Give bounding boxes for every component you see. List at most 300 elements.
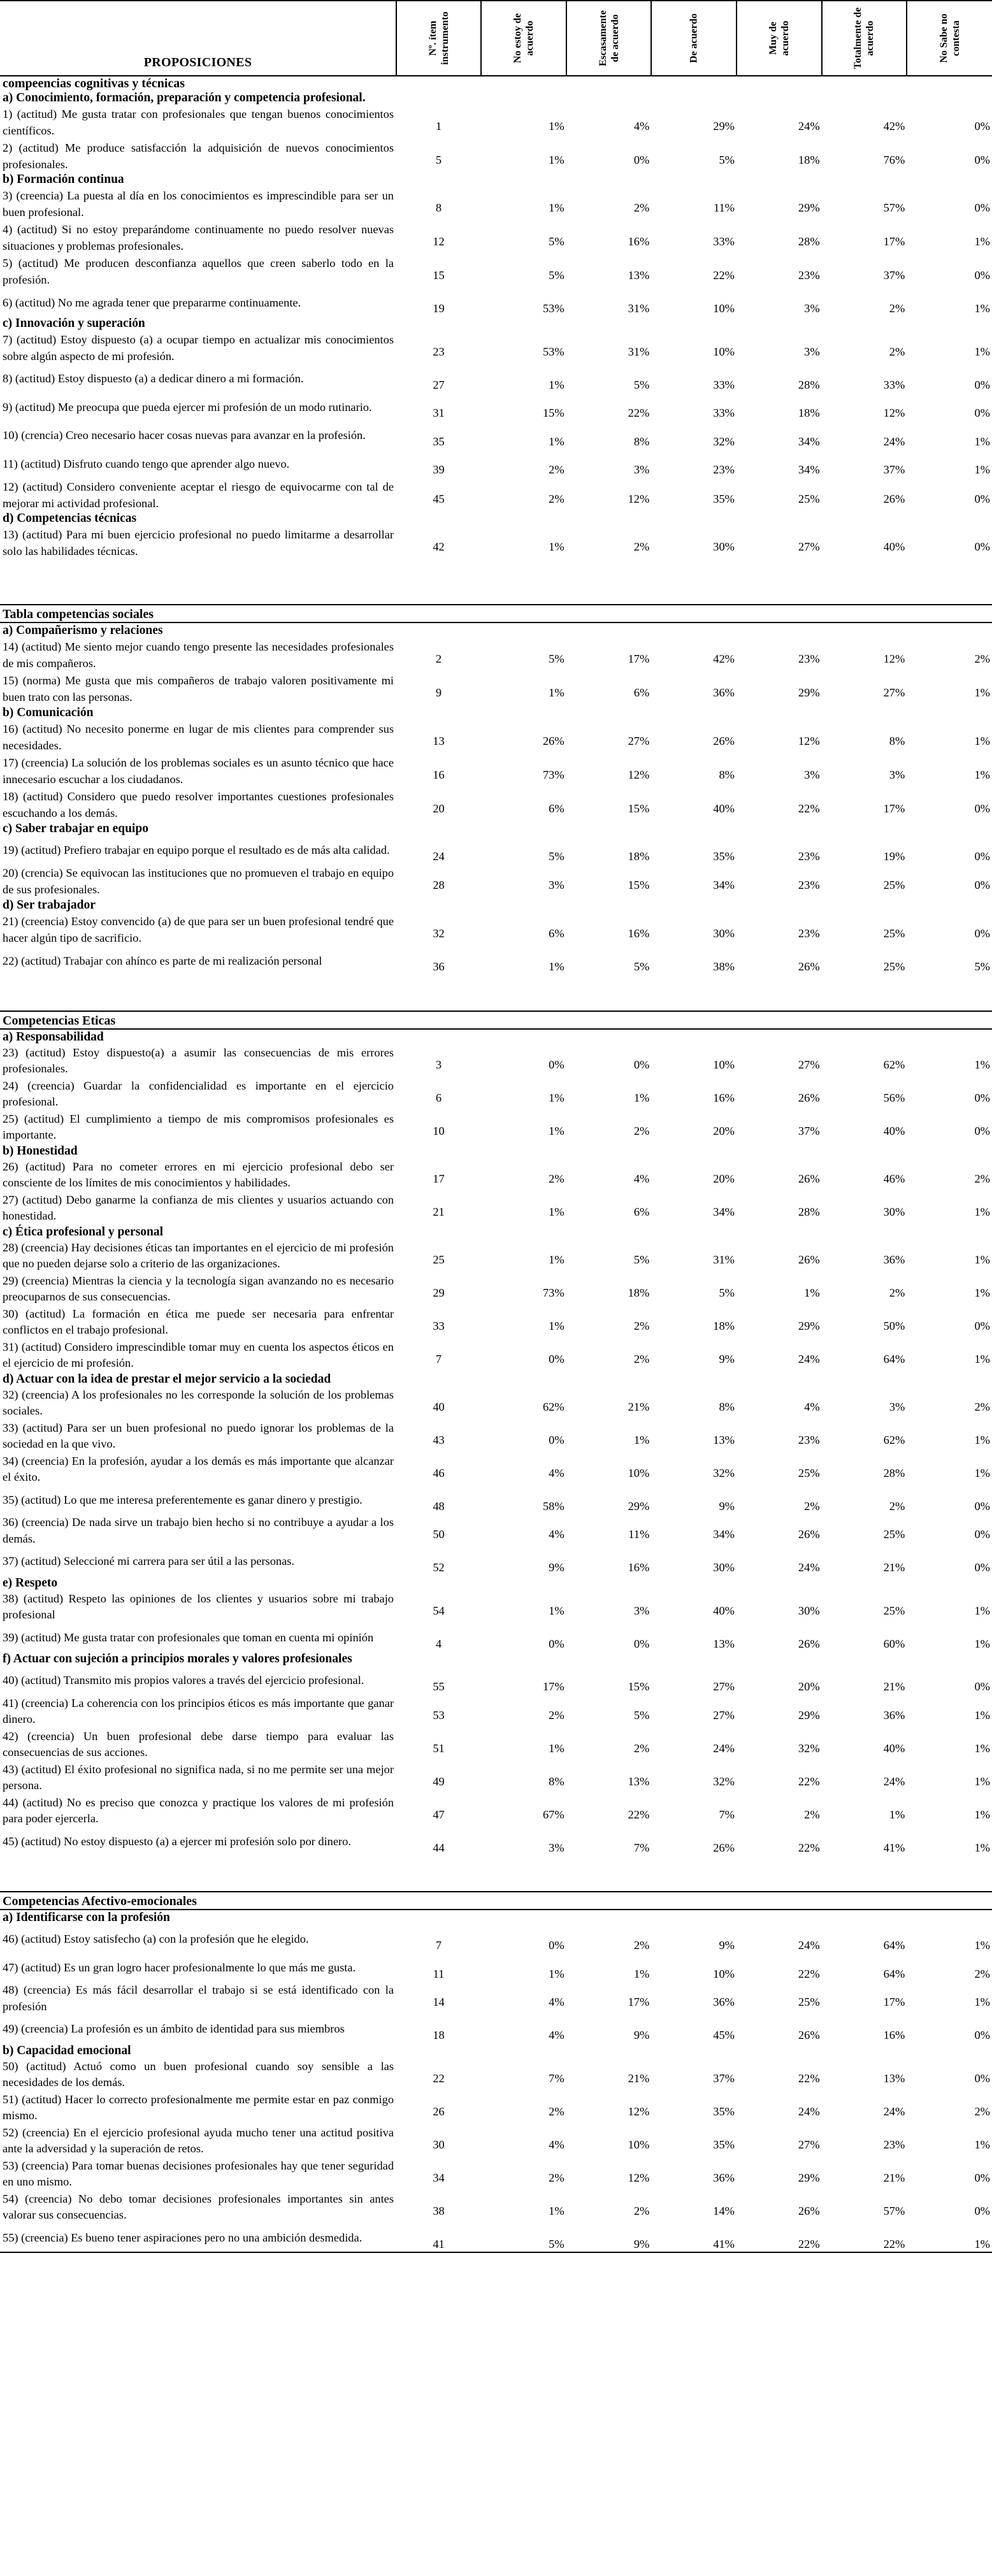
- percentage-cell: 32%: [713, 1774, 735, 1788]
- percentage-cell: 9%: [566, 2224, 652, 2253]
- proposition-text: 26) (actitud) Para no cometer errores en mi ejercicio profesional debo ser consciente de los límites de mis conocimientos y habilidades.: [3, 1160, 394, 1189]
- percentage-cell: 35%: [713, 849, 735, 863]
- percentage-cell: 20%: [713, 1172, 735, 1185]
- proposition-text: 34) (creencia) En la profesión, ayudar a los demás es más importante que alcanzar el éxito.: [3, 1454, 394, 1483]
- percentage-cell: 26%: [713, 1841, 735, 1854]
- proposition-text: 39) (actitud) Me gusta tratar con profesionales que toman en cuenta mi opinión: [3, 1630, 374, 1644]
- percentage-cell: 1%: [974, 1708, 990, 1722]
- item-number: 17: [433, 1172, 445, 1185]
- percentage-cell: 3%: [549, 1841, 564, 1854]
- item-number: 30: [433, 2138, 445, 2151]
- table-row: [0, 1386, 992, 1420]
- percentage-cell: 1%: [974, 302, 990, 315]
- percentage-cell: 35%: [713, 2105, 735, 2118]
- table-row: [0, 1339, 992, 1372]
- percentage-cell: 18%: [628, 849, 650, 863]
- percentage-cell: 1%: [974, 1939, 990, 1952]
- item-number: 49: [433, 1774, 445, 1788]
- subsection-title-row: [0, 91, 992, 105]
- table-row: [0, 254, 992, 288]
- percentage-cell: 18%: [798, 154, 820, 166]
- percentage-cell: 33%: [883, 378, 905, 391]
- percentage-cell: 28%: [798, 378, 820, 391]
- item-number: 46: [433, 1466, 445, 1479]
- percentage-cell: 1%: [549, 120, 564, 133]
- percentage-cell: 58%: [542, 1499, 564, 1513]
- table-row: [0, 1925, 992, 1954]
- table-row: [0, 1794, 992, 1827]
- percentage-cell: 32%: [713, 435, 735, 448]
- percentage-cell: 22%: [798, 1774, 820, 1788]
- subsection-title-row: [0, 1576, 992, 1590]
- percentage-cell: 34%: [798, 463, 820, 476]
- percentage-cell: 0%: [974, 154, 990, 166]
- percentage-cell: 0%: [974, 1124, 990, 1137]
- percentage-cell: 13%: [883, 2071, 905, 2085]
- percentage-cell: 73%: [542, 768, 564, 781]
- percentage-cell: 0%: [633, 154, 650, 166]
- percentage-cell: 10%: [713, 1058, 735, 1071]
- percentage-cell: 73%: [542, 1286, 564, 1299]
- percentage-cell: 26%: [798, 1253, 820, 1266]
- percentage-cell: 4%: [633, 1172, 650, 1185]
- percentage-cell: 1%: [974, 1808, 990, 1821]
- item-number: 10: [433, 1124, 445, 1137]
- item-number: 20: [433, 802, 445, 815]
- proposition-text: 51) (actitud) Hacer lo correcto profesionalmente me permite estar en paz conmigo mismo.: [3, 2092, 394, 2122]
- percentage-cell: 0%: [974, 879, 990, 891]
- table-body: [0, 76, 992, 2252]
- header-proposiciones: PROPOSICIONES: [0, 1, 396, 76]
- percentage-cell: 2%: [549, 1708, 564, 1722]
- proposition-text: 15) (norma) Me gusta que mis compañeros de trabajo valoren positivamente mi buen trato con las personas.: [3, 673, 394, 703]
- percentage-cell: 1%: [549, 1604, 564, 1617]
- proposition-text: 40) (actitud) Transmito mis propios valores a través del ejercicio profesional.: [3, 1674, 364, 1687]
- item-number: 29: [433, 1286, 445, 1299]
- proposition-text: 44) (actitud) No es preciso que conozca y practique los valores de mi profesión para poder ejercerla.: [3, 1795, 394, 1825]
- section-spacer: [0, 1855, 992, 1892]
- table-row: [0, 187, 992, 220]
- percentage-cell: 1%: [804, 1286, 820, 1299]
- percentage-cell: 30%: [883, 1205, 905, 1218]
- percentage-cell: 22%: [713, 269, 735, 282]
- percentage-cell: 67%: [542, 1808, 564, 1821]
- percentage-cell: 6%: [633, 1205, 650, 1218]
- item-number: 42: [433, 540, 445, 553]
- percentage-cell: 8%: [719, 768, 735, 781]
- percentage-cell: 1%: [974, 1741, 990, 1755]
- subsection-title: b) Honestidad: [3, 1144, 78, 1158]
- proposition-text: 27) (actitud) Debo ganarme la confianza de mis clientes y usuarios actuando con honestidad.: [3, 1193, 394, 1222]
- table-row: [0, 1306, 992, 1339]
- percentage-cell: 31%: [713, 1253, 735, 1266]
- percentage-cell: 8%: [719, 1400, 735, 1413]
- percentage-cell: 33%: [713, 235, 735, 248]
- header-col-2: Escasamente de acuerdo: [566, 1, 652, 76]
- subsection-title-row: [0, 512, 992, 526]
- percentage-cell: 22%: [798, 1967, 820, 1980]
- proposition-text: 50) (actitud) Actuó como un buen profesional cuando soy sensible a las necesidades de los demás.: [3, 2059, 394, 2089]
- percentage-cell: 14%: [713, 2204, 735, 2217]
- item-number: 34: [433, 2171, 445, 2184]
- percentage-cell: 28%: [883, 1466, 905, 1479]
- percentage-cell: 32%: [713, 1466, 735, 1479]
- percentage-cell: 62%: [883, 1058, 905, 1071]
- item-number: 3: [435, 1058, 442, 1071]
- percentage-cell: 1%: [974, 1205, 990, 1218]
- percentage-cell: 0%: [549, 1939, 564, 1952]
- percentage-cell: 6%: [549, 802, 564, 815]
- percentage-cell: 1%: [974, 1433, 990, 1446]
- percentage-cell: 9%: [719, 1352, 735, 1365]
- percentage-cell: 33%: [713, 378, 735, 391]
- percentage-cell: 31%: [628, 345, 650, 358]
- percentage-cell: 42%: [713, 652, 735, 665]
- percentage-cell: 0%: [974, 407, 990, 419]
- percentage-cell: 27%: [883, 686, 905, 699]
- percentage-cell: 16%: [628, 927, 650, 940]
- section-title: Competencias Afectivo-emocionales: [0, 1892, 992, 1910]
- percentage-cell: 16%: [628, 1561, 650, 1574]
- percentage-cell: 0%: [974, 2171, 990, 2184]
- proposition-text: 6) (actitud) No me agrada tener que prepararme continuamente.: [3, 296, 301, 309]
- percentage-cell: 26%: [798, 960, 820, 973]
- percentage-cell: 1%: [974, 1774, 990, 1788]
- percentage-cell: 12%: [628, 768, 650, 781]
- percentage-cell: 1%: [974, 463, 990, 476]
- percentage-cell: 29%: [798, 2171, 820, 2184]
- percentage-cell: 41%: [651, 2224, 737, 2253]
- percentage-cell: 62%: [542, 1400, 564, 1413]
- percentage-cell: 29%: [798, 201, 820, 214]
- item-number: 35: [433, 435, 445, 448]
- percentage-cell: 34%: [798, 435, 820, 448]
- percentage-cell: 25%: [883, 1604, 905, 1617]
- percentage-cell: 13%: [713, 1433, 735, 1446]
- subsection-title: b) Capacidad emocional: [3, 2043, 131, 2057]
- proposition-text: 11) (actitud) Disfruto cuando tengo que aprender algo nuevo.: [3, 457, 290, 470]
- percentage-cell: 12%: [883, 407, 905, 419]
- proposition-text: 19) (actitud) Prefiero trabajar en equipo porque el resultado es de más alta calidad.: [3, 844, 390, 857]
- percentage-cell: 1%: [974, 1604, 990, 1617]
- item-number: 6: [435, 1091, 442, 1104]
- percentage-cell: 5%: [633, 1708, 650, 1722]
- item-number: 12: [433, 235, 445, 248]
- percentage-cell: 1%: [974, 235, 990, 248]
- percentage-cell: 27%: [628, 734, 650, 747]
- percentage-cell: 22%: [822, 2224, 907, 2253]
- percentage-cell: 3%: [889, 768, 905, 781]
- percentage-cell: 4%: [549, 2138, 564, 2151]
- percentage-cell: 2%: [633, 1939, 650, 1952]
- table-row: [0, 912, 992, 946]
- percentage-cell: 1%: [974, 1286, 990, 1299]
- percentage-cell: 37%: [713, 2071, 735, 2085]
- percentage-cell: 20%: [798, 1680, 820, 1693]
- percentage-cell: 1%: [974, 1352, 990, 1365]
- table-row: [0, 1486, 992, 1515]
- percentage-cell: 45%: [713, 2029, 735, 2041]
- subsection-title-row: [0, 898, 992, 912]
- percentage-cell: 64%: [883, 1352, 905, 1365]
- percentage-cell: 0%: [974, 1561, 990, 1574]
- percentage-cell: 3%: [804, 302, 820, 315]
- proposition-text: 41) (creencia) La coherencia con los principios éticos es más importante que ganar dinero.: [3, 1696, 394, 1725]
- percentage-cell: 1%: [974, 1841, 990, 1854]
- percentage-cell: 36%: [883, 1253, 905, 1266]
- header-col-6: No Sabe no contesta: [907, 1, 992, 76]
- percentage-cell: 53%: [542, 302, 564, 315]
- table-row: [0, 2091, 992, 2124]
- percentage-cell: 26%: [798, 1172, 820, 1185]
- proposition-text: 49) (creencia) La profesión es un ámbito de identidad para sus miembros: [3, 2022, 345, 2035]
- percentage-cell: 12%: [628, 492, 650, 505]
- subsection-title: a) Conocimiento, formación, preparación y competencia profesional.: [3, 91, 366, 104]
- percentage-cell: 29%: [798, 686, 820, 699]
- item-number: 7: [435, 1939, 442, 1952]
- percentage-cell: 8%: [633, 435, 650, 448]
- proposition-text: 4) (actitud) Si no estoy preparándome continuamente no puedo resolver nuevas situaciones y problemas profesionales.: [3, 223, 394, 252]
- item-number: 23: [433, 345, 445, 358]
- subsection-title-row: [0, 1372, 992, 1386]
- subsection-title-row: [0, 1029, 992, 1044]
- item-number: 43: [433, 1433, 445, 1446]
- section-title-row: [0, 76, 992, 91]
- percentage-cell: 56%: [883, 1091, 905, 1104]
- percentage-cell: 42%: [883, 120, 905, 133]
- percentage-cell: 1%: [633, 1091, 650, 1104]
- percentage-cell: 15%: [628, 1680, 650, 1693]
- percentage-cell: 16%: [883, 2029, 905, 2041]
- percentage-cell: 15%: [628, 802, 650, 815]
- percentage-cell: 29%: [798, 1708, 820, 1722]
- percentage-cell: 1%: [974, 1058, 990, 1071]
- subsection-title-row: [0, 1910, 992, 1925]
- percentage-cell: 0%: [974, 802, 990, 815]
- proposition-text: 3) (creencia) La puesta al día en los conocimientos es imprescindible para ser un buen profesional.: [3, 189, 394, 219]
- percentage-cell: 2%: [974, 2105, 990, 2118]
- percentage-cell: 2%: [549, 2171, 564, 2184]
- table-row: [0, 2191, 992, 2224]
- proposition-text: 17) (creencia) La solución de los problemas sociales es un asunto técnico que hace innecesario escuchar a los ciudadanos.: [3, 756, 394, 786]
- percentage-cell: 25%: [798, 1466, 820, 1479]
- item-number: 38: [433, 2204, 445, 2217]
- table-row: [0, 392, 992, 421]
- item-number: 55: [433, 1680, 445, 1693]
- subsection-title: d) Ser trabajador: [3, 898, 96, 912]
- table-row: [0, 1453, 992, 1486]
- item-number: 36: [433, 960, 445, 973]
- percentage-cell: 1%: [974, 1466, 990, 1479]
- percentage-cell: 7%: [549, 2071, 564, 2085]
- percentage-cell: 26%: [883, 492, 905, 505]
- percentage-cell: 12%: [628, 2105, 650, 2118]
- percentage-cell: 8%: [549, 1774, 564, 1788]
- percentage-cell: 1%: [974, 1637, 990, 1650]
- table-row: [0, 478, 992, 512]
- percentage-cell: 36%: [713, 2171, 735, 2184]
- percentage-cell: 21%: [883, 2171, 905, 2184]
- percentage-cell: 23%: [798, 652, 820, 665]
- percentage-cell: 15%: [628, 879, 650, 891]
- proposition-text: 35) (actitud) Lo que me interesa preferentemente es ganar dinero y prestigio.: [3, 1493, 363, 1506]
- percentage-cell: 0%: [633, 1637, 650, 1650]
- percentage-cell: 1%: [889, 1808, 905, 1821]
- percentage-cell: 2%: [889, 1499, 905, 1513]
- percentage-cell: 2%: [549, 2105, 564, 2118]
- percentage-cell: 26%: [798, 1528, 820, 1541]
- item-number: 25: [433, 1253, 445, 1266]
- table-row: [0, 1590, 992, 1623]
- percentage-cell: 1%: [907, 2224, 992, 2253]
- item-number: 24: [433, 849, 445, 863]
- percentage-cell: 23%: [713, 463, 735, 476]
- percentage-cell: 37%: [798, 1124, 820, 1137]
- percentage-cell: 28%: [798, 235, 820, 248]
- percentage-cell: 26%: [798, 2029, 820, 2041]
- table-row: [0, 1728, 992, 1761]
- item-number: 33: [433, 1319, 445, 1332]
- percentage-cell: 37%: [883, 269, 905, 282]
- percentage-cell: 4%: [549, 1528, 564, 1541]
- header-col-4: Muy de acuerdo: [737, 1, 822, 76]
- item-number: 47: [433, 1808, 445, 1821]
- table-row: [0, 754, 992, 788]
- table-row: [0, 331, 992, 364]
- percentage-cell: 35%: [713, 492, 735, 505]
- percentage-cell: 0%: [549, 1058, 564, 1071]
- percentage-cell: 0%: [974, 1319, 990, 1332]
- percentage-cell: 27%: [798, 2138, 820, 2151]
- item-number: 31: [433, 407, 445, 419]
- percentage-cell: 34%: [713, 1205, 735, 1218]
- percentage-cell: 17%: [883, 235, 905, 248]
- item-number: 1: [435, 120, 442, 133]
- table-row: [0, 1420, 992, 1453]
- proposition-text: 9) (actitud) Me preocupa que pueda ejercer mi profesión de un modo rutinario.: [3, 400, 372, 414]
- percentage-cell: 24%: [798, 120, 820, 133]
- proposition-text: 16) (actitud) No necesito ponerme en lugar de mis clientes para comprender sus necesidades.: [3, 722, 394, 752]
- percentage-cell: 26%: [798, 1091, 820, 1104]
- subsection-title: c) Saber trabajar en equipo: [3, 821, 148, 835]
- item-number: 51: [433, 1741, 445, 1755]
- percentage-cell: 3%: [804, 768, 820, 781]
- item-number: 13: [433, 734, 445, 747]
- item-number: 45: [433, 492, 445, 505]
- subsection-title-row: [0, 1651, 992, 1666]
- subsection-title-row: [0, 1225, 992, 1239]
- percentage-cell: 22%: [798, 2071, 820, 2085]
- percentage-cell: 10%: [628, 2138, 650, 2151]
- proposition-text: 47) (actitud) Es un gran logro hacer profesionalmente lo que más me gusta.: [3, 1961, 356, 1974]
- item-number: 9: [435, 686, 442, 699]
- subsection-title: b) Formación continua: [3, 173, 124, 186]
- item-number: 32: [433, 927, 445, 940]
- percentage-cell: 53%: [542, 345, 564, 358]
- percentage-cell: 29%: [713, 120, 735, 133]
- percentage-cell: 26%: [542, 734, 564, 747]
- table-row: [0, 2157, 992, 2191]
- percentage-cell: 5%: [549, 269, 564, 282]
- percentage-cell: 40%: [883, 1124, 905, 1137]
- percentage-cell: 12%: [798, 734, 820, 747]
- percentage-cell: 1%: [974, 435, 990, 448]
- table-row: [0, 1158, 992, 1191]
- percentage-cell: 1%: [974, 734, 990, 747]
- percentage-cell: 22%: [628, 1808, 650, 1821]
- percentage-cell: 18%: [798, 407, 820, 419]
- percentage-cell: 0%: [549, 1637, 564, 1650]
- percentage-cell: 0%: [974, 201, 990, 214]
- proposition-text: 13) (actitud) Para mi buen ejercicio profesional no puedo limitarme a desarrollar solo las habilidades técnicas.: [3, 528, 394, 558]
- table-row: [0, 1191, 992, 1225]
- percentage-cell: 13%: [628, 1774, 650, 1788]
- percentage-cell: 64%: [883, 1967, 905, 1980]
- percentage-cell: 23%: [798, 269, 820, 282]
- subsection-title: a) Responsabilidad: [0, 1029, 992, 1044]
- percentage-cell: 31%: [628, 302, 650, 315]
- percentage-cell: 4%: [549, 2029, 564, 2041]
- percentage-cell: 28%: [798, 1205, 820, 1218]
- table-row: [0, 1239, 992, 1272]
- section-spacer: [0, 975, 992, 1011]
- table-row: [0, 1077, 992, 1111]
- percentage-cell: 2%: [633, 201, 650, 214]
- header-col-3: De acuerdo: [651, 1, 737, 76]
- percentage-cell: 20%: [713, 1124, 735, 1137]
- table-row: [0, 1111, 992, 1144]
- item-number: 52: [433, 1561, 445, 1574]
- percentage-cell: 25%: [883, 927, 905, 940]
- table-row: [0, 449, 992, 478]
- section-spacer: [0, 559, 992, 605]
- percentage-cell: 2%: [633, 1741, 650, 1755]
- percentage-cell: 10%: [713, 1967, 735, 1980]
- subsection-title-row: [0, 2043, 992, 2058]
- item-number: 27: [433, 378, 445, 391]
- table-row: [0, 864, 992, 898]
- percentage-cell: 22%: [737, 2224, 822, 2253]
- proposition-text: 52) (creencia) En el ejercicio profesional ayuda mucho tener una actitud positiva ante la adversidad y la superación de retos.: [3, 2126, 394, 2155]
- percentage-cell: 2%: [974, 1172, 990, 1185]
- percentage-cell: 36%: [713, 1996, 735, 2008]
- percentage-cell: 76%: [883, 154, 905, 166]
- percentage-cell: 17%: [628, 652, 650, 665]
- proposition-text: 28) (creencia) Hay decisiones éticas tan importantes en el ejercicio de mi profesión que no pueden dejarse solo a criterio de las organizaciones.: [3, 1241, 394, 1270]
- percentage-cell: 30%: [713, 540, 735, 553]
- table-row: [0, 1044, 992, 1077]
- proposition-text: 54) (creencia) No debo tomar decisiones profesionales importantes sin antes valorar sus consecuencias.: [3, 2192, 394, 2221]
- percentage-cell: 5%: [974, 960, 990, 973]
- proposition-text: 1) (actitud) Me gusta tratar con profesionales que tengan buenos conocimientos científicos.: [3, 108, 394, 137]
- percentage-cell: 24%: [883, 2105, 905, 2118]
- subsection-title: f) Actuar con sujeción a principios morales y valores profesionales: [3, 1652, 352, 1666]
- table-row: [0, 1761, 992, 1794]
- percentage-cell: 1%: [974, 768, 990, 781]
- header-col-5: Totalmente de acuerdo: [822, 1, 907, 76]
- percentage-cell: 29%: [798, 1319, 820, 1332]
- percentage-cell: 25%: [883, 960, 905, 973]
- percentage-cell: 1%: [549, 154, 564, 166]
- percentage-cell: 1%: [549, 1205, 564, 1218]
- percentage-cell: 0%: [974, 2204, 990, 2217]
- percentage-cell: 40%: [713, 1604, 735, 1617]
- percentage-cell: 22%: [798, 1841, 820, 1854]
- percentage-cell: 10%: [628, 1466, 650, 1479]
- percentage-cell: 9%: [719, 1499, 735, 1513]
- percentage-cell: 0%: [974, 1499, 990, 1513]
- table-row: [0, 288, 992, 317]
